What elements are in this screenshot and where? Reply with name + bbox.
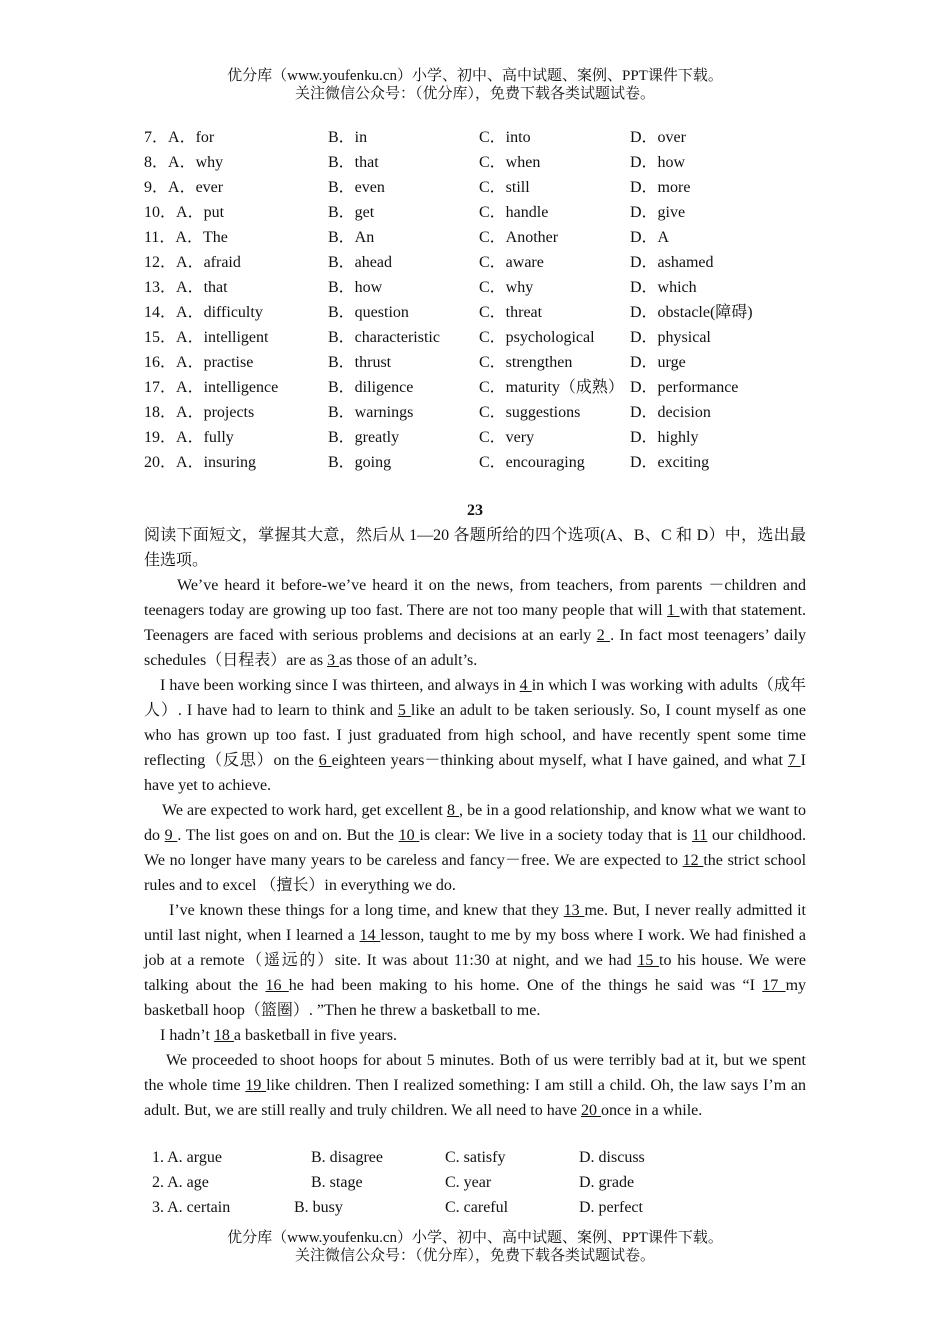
option-d: D．obstacle(障碍) [630,304,753,321]
passage-text: to his house. We were talking about the [144,952,806,994]
paragraph-6 [144,1048,806,1123]
option-a-text: A．put [176,204,225,221]
header-line-2: 关注微信公众号：（优分库），免费下载各类试题试卷。 [294,86,655,102]
paragraph-3 [144,798,806,898]
option-d: D．performance [630,379,739,396]
page-header [0,67,950,103]
question-number: 18． [144,404,177,421]
option-a [144,425,234,450]
passage-text: as those of an adult’s. [339,652,478,669]
option-row [144,200,824,225]
option-b: B．how [328,279,383,296]
passage-text: a basketball in five years. [233,1027,397,1044]
blank-16: 16 [265,977,289,994]
header-line-1: 优分库（www.youfenku.cn）小学、初中、高中试题、案例、PPT课件下载。 [227,68,723,84]
answer-a: 3. A. certain [152,1199,231,1216]
paragraph-2 [144,673,806,798]
answer-a: 1. A. argue [152,1149,222,1166]
option-row [144,450,824,475]
passage-text: . In fact most teenagers’ daily schedules（日程表）are as [144,627,807,669]
option-row [144,400,824,425]
passage-text: like an adult to be taken seriously. So, I count myself as one who has grown up too fast. I just graduated from high school, and have recently spent some time reflecting（反思）on the [144,702,807,769]
option-a [144,275,228,300]
option-row [144,275,824,300]
option-c: C．into [479,129,531,146]
option-a [144,400,254,425]
answer-c: C. careful [445,1199,509,1216]
option-a [144,450,256,475]
blank-15: 15 [637,952,660,969]
question-number: 19． [144,429,177,446]
option-a-text: A．that [176,279,228,296]
answer-c: C. year [445,1174,492,1191]
option-a-text: A．insuring [176,454,257,471]
option-a-text: A．projects [176,404,255,421]
option-c: C．aware [479,254,544,271]
passage-text: lesson, taught to me by my boss where I work. We had finished a job at a remote（遥远的）site. It was about 11:30 at night, and we had [144,927,807,969]
passage-text: is clear: We live in a society today that is [419,827,692,844]
question-number: 16． [144,354,177,371]
blank-6: 6 [318,752,332,769]
option-d: D．A [630,229,670,246]
answer-b: B. stage [311,1174,363,1191]
option-a-text: A．intelligent [176,329,269,346]
blank-20: 20 [580,1102,601,1119]
blank-5: 5 [397,702,411,719]
option-row [144,325,824,350]
option-a [144,125,214,150]
options-table [144,125,824,475]
blank-4: 4 [519,677,532,694]
passage-text: I have been working since I was thirteen, and always in [160,677,520,694]
option-a [144,350,253,375]
blank-10: 10 [398,827,420,844]
option-row [144,375,824,400]
option-d: D．exciting [630,454,710,471]
passage-text: once in a while. [600,1102,703,1119]
answer-c: C. satisfy [445,1149,506,1166]
passage-text: like children. Then I realized something: I am still a child. Oh, the law says I’m an adult. But, we are still really and truly children. We all need to have [144,1077,807,1119]
blank-11: 11 [691,827,708,844]
option-c: C．why [479,279,534,296]
option-a [144,175,223,200]
option-a [144,375,278,400]
question-number: 15． [144,329,177,346]
option-b: B．get [328,204,375,221]
option-c: C．maturity（成熟） [479,379,624,396]
option-a-text: A．fully [176,429,234,446]
option-a-text: A．afraid [176,254,241,271]
option-b: B．going [328,454,392,471]
passage-text: I’ve known these things for a long time, and knew that they [169,902,564,919]
paragraph-5 [144,1023,806,1048]
option-c: C．strengthen [479,354,573,371]
instruction: 阅读下面短文，掌握其大意，然后从 1—20 各题所给的四个选项(A、B、C 和 D）中，选出最佳选项。 [144,527,806,569]
passage-text: in which I was working with adults（成年人）. I have had to learn to think and [144,677,806,719]
option-a [144,150,223,175]
footer-line-2: 关注微信公众号：（优分库），免费下载各类试题试卷。 [294,1248,655,1264]
option-c: C．still [479,179,530,196]
option-c: C．threat [479,304,543,321]
blank-1: 1 [667,602,680,619]
answer-row [152,1145,812,1170]
answer-options [152,1145,812,1220]
option-b: B．even [328,179,385,196]
passage-text: eighteen years－thinking about myself, what I have gained, and what [331,752,788,769]
option-a [144,325,268,350]
passage-text: me. But, I never really admitted it until last night, when I learned a [144,902,807,944]
option-a-text: A．for [168,129,215,146]
option-row [144,175,824,200]
blank-3: 3 [327,652,340,669]
option-row [144,150,824,175]
option-a [144,300,263,325]
blank-14: 14 [359,927,381,944]
option-a [144,225,228,250]
passage-text: . The list goes on and on. But the [177,827,399,844]
answer-b: B. busy [294,1199,343,1216]
section-number: 23 [467,502,483,519]
blank-19: 19 [245,1077,267,1094]
option-d: D．urge [630,354,686,371]
option-b: B．ahead [328,254,392,271]
option-d: D．physical [630,329,711,346]
passage-text: I have yet to achieve. [144,752,806,794]
option-d: D．which [630,279,697,296]
passage-text: We’ve heard it before-we’ve heard it on the news, from teachers, from parents －children and teenagers today are growing up too fast. There are not too many people that will [144,577,806,619]
option-a-text: A．difficulty [176,304,263,321]
answer-d: D. grade [579,1174,635,1191]
option-b: B．An [328,229,375,246]
question-number: 13． [144,279,177,296]
option-c: C．Another [479,229,559,246]
option-row [144,225,824,250]
paragraph-1 [144,573,806,673]
blank-18: 18 [213,1027,234,1044]
option-row [144,250,824,275]
option-c: C．handle [479,204,549,221]
passage-text: he had been making to his home. One of the things he said was “I [288,977,763,994]
option-row [144,350,824,375]
option-b: B．diligence [328,379,414,396]
blank-2: 2 [596,627,611,644]
option-c: C．when [479,154,541,171]
option-b: B．characteristic [328,329,440,346]
question-number: 12． [144,254,177,271]
option-d: D．decision [630,404,711,421]
option-a [144,250,241,275]
question-number: 7． [144,129,169,146]
answer-row [152,1170,812,1195]
blank-7: 7 [787,752,801,769]
blank-12: 12 [682,852,704,869]
option-row [144,300,824,325]
blank-9: 9 [164,827,178,844]
passage-text: , be in a good relationship, and know what we want to do [144,802,806,844]
option-a-text: A．why [168,154,224,171]
option-b: B．that [328,154,379,171]
passage-text: our childhood. We no longer have many years to be careless and fancy－free. We are expected to [144,827,807,869]
question-number: 9． [144,179,169,196]
passage-text: the strict school rules and to excel （擅长）in everything we do. [144,852,807,894]
question-number: 8． [144,154,169,171]
option-b: B．question [328,304,409,321]
blank-13: 13 [563,902,585,919]
passage-text: We proceeded to shoot hoops for about 5 minutes. Both of us were terribly bad at it, but we spent the whole time [144,1052,806,1094]
option-c: C．very [479,429,535,446]
option-row [144,125,824,150]
option-d: D．how [630,154,686,171]
question-number: 14． [144,304,177,321]
passage-text: I hadn’t [160,1027,214,1044]
option-d: D．give [630,204,686,221]
option-d: D．ashamed [630,254,714,271]
option-b: B．thrust [328,354,392,371]
reading-passage [144,523,806,1123]
option-b: B．in [328,129,368,146]
option-d: D．over [630,129,686,146]
option-d: D．more [630,179,691,196]
question-number: 20． [144,454,177,471]
question-number: 17． [144,379,177,396]
blank-8: 8 [446,802,460,819]
option-a-text: A．practise [176,354,254,371]
passage-text: We are expected to work hard, get excellent [162,802,447,819]
passage-text: with that statement. Teenagers are faced with serious problems and decisions at an early [144,602,807,644]
option-a [144,200,224,225]
option-row [144,425,824,450]
option-c: C．encouraging [479,454,585,471]
answer-a: 2. A. age [152,1174,209,1191]
answer-d: D. perfect [579,1199,643,1216]
option-b: B．warnings [328,404,414,421]
answer-b: B. disagree [311,1149,383,1166]
question-number: 10． [144,204,177,221]
answer-row [152,1195,812,1220]
option-a-text: A．ever [168,179,224,196]
passage-text: my basketball hoop（篮圈）. ”Then he threw a basketball to me. [144,977,807,1019]
option-d: D．highly [630,429,699,446]
option-c: C．suggestions [479,404,581,421]
page-footer [0,1229,950,1265]
paragraph-4 [144,898,806,1023]
option-c: C．psychological [479,329,595,346]
answer-d: D. discuss [579,1149,645,1166]
footer-line-1: 优分库（www.youfenku.cn）小学、初中、高中试题、案例、PPT课件下载。 [227,1230,723,1246]
blank-17: 17 [762,977,786,994]
question-number: 11． [144,229,176,246]
option-a-text: A．The [175,229,228,246]
option-b: B．greatly [328,429,400,446]
option-a-text: A．intelligence [176,379,279,396]
